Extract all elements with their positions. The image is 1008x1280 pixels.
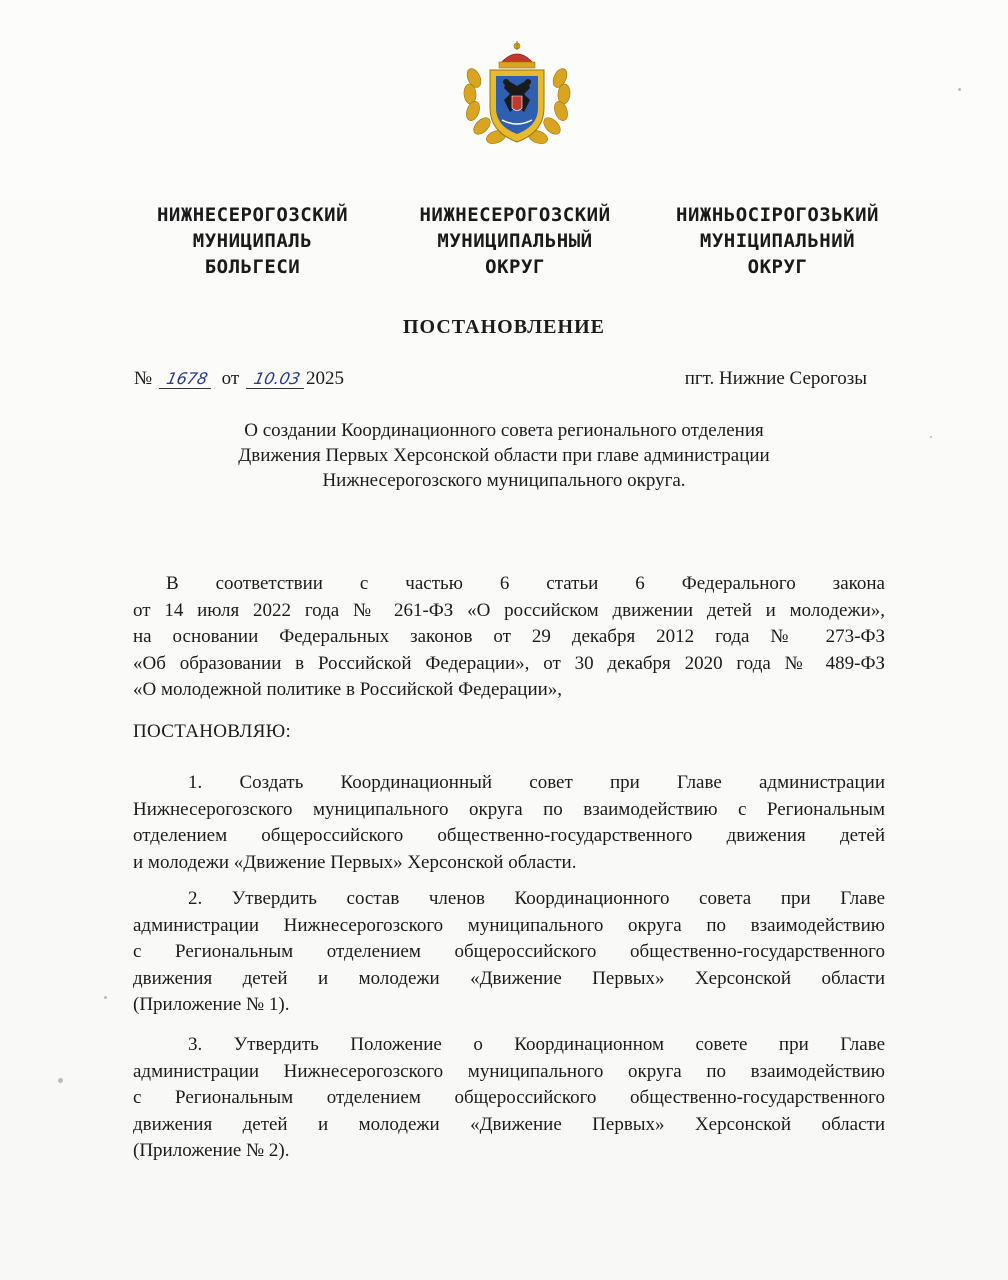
number-date [134, 368, 344, 390]
header-line: МУНИЦИПАЛЬНЫЙ [437, 230, 593, 252]
paragraph-line: движения детей и молодежи «Движение Первых» Херсонской области [133, 1113, 885, 1135]
number-label: № [134, 368, 153, 389]
header-line: НИЖНЕСЕРОГОЗСКИЙ [156, 204, 349, 226]
header-line: МУНІЦИПАЛЬНИЙ [699, 230, 856, 252]
paragraph-line: отделением общероссийского общественно-государственного движения детей [133, 825, 885, 846]
decree-item-2 [133, 886, 885, 1019]
header-line: НИЖНЕСЕРОГОЗСКИЙ [419, 204, 611, 226]
header-line: ОКРУГ [747, 256, 808, 278]
scan-speck [958, 88, 961, 91]
decree-heading: ПОСТАНОВЛЯЮ: [133, 721, 292, 742]
paragraph-line: В соответствии с частью 6 статьи 6 Федерального закона [166, 573, 885, 594]
paragraph-line: (Приложение № 2). [133, 1140, 290, 1161]
header-crimean-tatar [130, 202, 375, 280]
paragraph-line: на основании Федеральных законов от 29 декабря 2012 года № 273-ФЗ [133, 626, 885, 647]
document-number: 1678 [159, 369, 215, 389]
document-place: пгт. Нижние Серогозы [684, 368, 867, 389]
preamble-paragraph [133, 571, 885, 704]
subject-line: Нижнесерогозского муниципального округа. [322, 470, 686, 491]
paragraph-line: «О молодежной политике в Российской Федерации», [133, 679, 563, 700]
scan-speck [58, 1078, 63, 1083]
subject-line: Движения Первых Херсонской области при главе администрации [238, 445, 770, 466]
subject-line: О создании Координационного совета регионального отделения [244, 420, 764, 441]
paragraph-line: с Региональным отделением общероссийского общественно-государственного [133, 1087, 885, 1108]
paragraph-line: (Приложение № 1). [133, 994, 290, 1015]
scan-speck [104, 996, 107, 999]
document-date: 10.03 [246, 369, 308, 389]
number-date-line [134, 368, 867, 390]
decree-item-3 [133, 1032, 885, 1165]
decree-item-1 [133, 770, 885, 876]
paragraph-line: «Об образовании в Российской Федерации», от 30 декабря 2020 года № 489-ФЗ [133, 652, 885, 674]
paragraph-line: движения детей и молодежи «Движение Первых» Херсонской области [133, 967, 885, 989]
coat-of-arms-emblem [460, 38, 574, 152]
header-line: ОКРУГ [485, 256, 545, 278]
paragraph-line: администрации Нижнесерогозского муниципального округа по взаимодействию [133, 1060, 885, 1082]
paragraph-line: и молодежи «Движение Первых» Херсонской области. [133, 851, 577, 873]
document-title: ПОСТАНОВЛЕНИЕ [403, 316, 605, 338]
trilingual-header [130, 202, 900, 280]
header-line: МУНИЦИПАЛЬ [192, 230, 313, 252]
document-subject [0, 418, 1008, 493]
paragraph-line: 1. Создать Координационный совет при Главе администрации [188, 772, 885, 793]
paragraph-line: 2. Утвердить состав членов Координационного совета при Главе [188, 888, 885, 909]
from-label: от [221, 368, 240, 389]
header-line: НИЖНЬОСІРОГОЗЬКИЙ [676, 204, 879, 226]
paragraph-line: 3. Утвердить Положение о Координационном совете при Главе [188, 1034, 885, 1055]
paragraph-line: Нижнесерогозского муниципального округа по взаимодействию с Региональным [133, 798, 885, 820]
header-line: БОЛЬГЕСИ [204, 256, 301, 278]
document-year: 2025 [305, 368, 344, 389]
paragraph-line: от 14 июля 2022 года № 261-ФЗ «О российском движении детей и молодежи», [133, 599, 885, 621]
paragraph-line: с Региональным отделением общероссийского общественно-государственного [133, 941, 885, 962]
header-russian [393, 202, 638, 280]
scan-speck [930, 436, 932, 438]
header-ukrainian [655, 202, 900, 280]
paragraph-line: администрации Нижнесерогозского муниципального округа по взаимодействию [133, 914, 885, 936]
